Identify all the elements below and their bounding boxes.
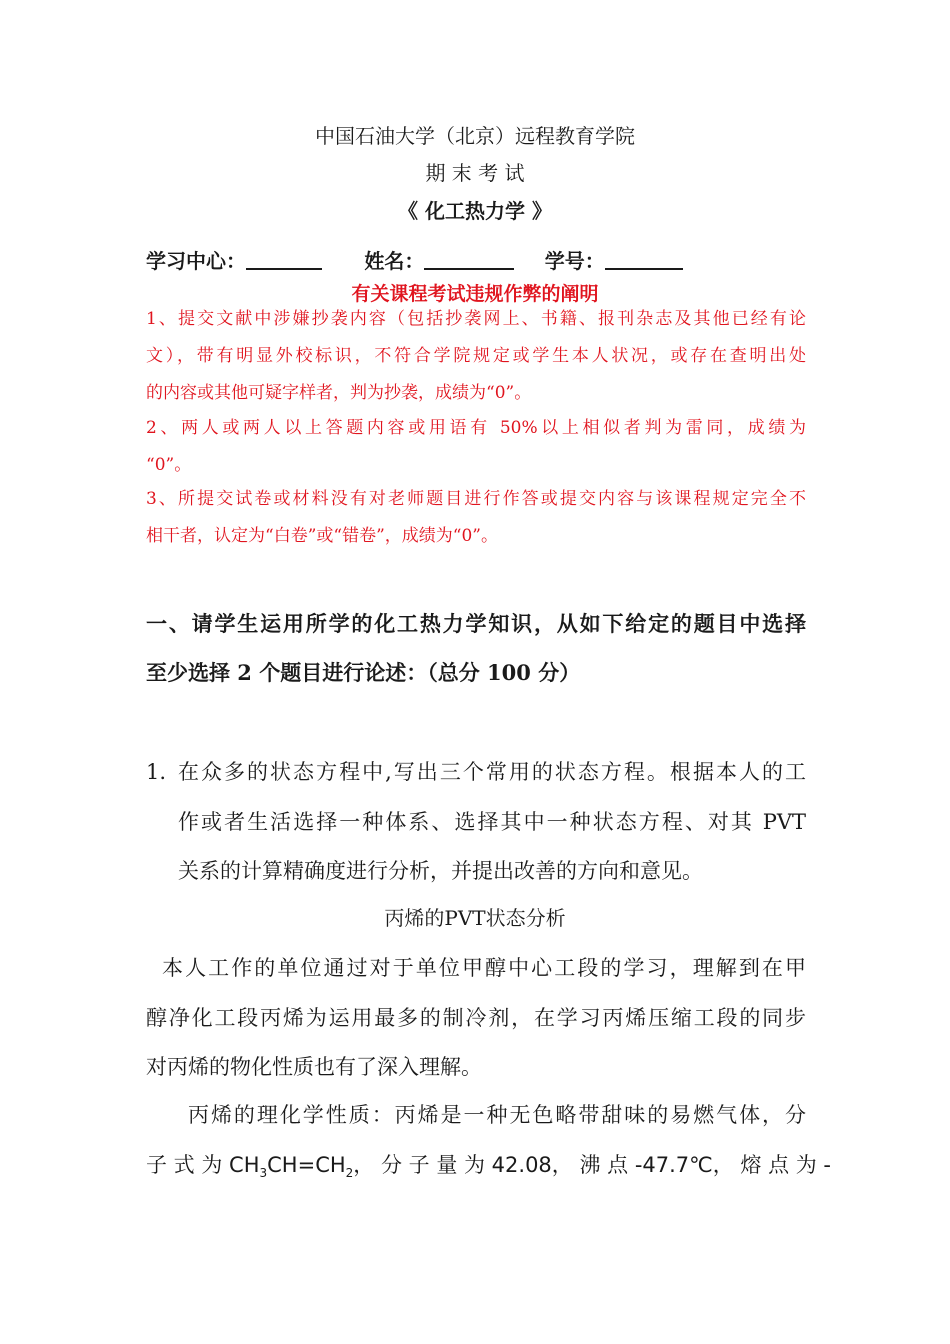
student-id-blank[interactable] xyxy=(605,250,683,270)
question-line: 关系的计算精确度进行分析，并提出改善的方向和意见。 xyxy=(178,859,703,883)
field-study-center xyxy=(146,250,322,271)
formula-prefix: 子 式 为 xyxy=(146,1153,230,1177)
course-title: 《 化工热力学 》 xyxy=(398,199,552,223)
question-line: 作或者生活选择一种体系、选择其中一种状态方程、对其 PVT xyxy=(178,810,806,834)
answer-line: 丙烯的理化学性质：丙烯是一种无色略带甜味的易燃气体，分 xyxy=(188,1103,806,1127)
school-name: 中国石油大学（北京）远程教育学院 xyxy=(315,124,635,148)
student-info-row xyxy=(146,250,683,271)
section-heading: 至少选择 2 个题目进行论述：（总分 100 分） xyxy=(146,660,581,685)
notice-line: 2、两人或两人以上答题内容或用语有 50%以上相似者判为雷同，成绩为 xyxy=(146,418,806,438)
question-line: 在众多的状态方程中,写出三个常用的状态方程。根据本人的工 xyxy=(178,760,806,784)
molecular-formula xyxy=(229,1153,354,1181)
formula-part: CH xyxy=(229,1153,260,1177)
answer-title: 丙烯的PVT状态分析 xyxy=(384,906,566,930)
field-student-id xyxy=(545,250,683,271)
exam-title: 期 末 考 试 xyxy=(425,161,525,185)
field-label: 姓名： xyxy=(364,249,425,273)
answer-line: 对丙烯的物化性质也有了深入理解。 xyxy=(146,1055,482,1079)
name-blank[interactable] xyxy=(424,250,514,270)
notice-line: 3、所提交试卷或材料没有对老师题目进行作答或提交内容与该课程规定完全不 xyxy=(146,489,806,509)
notice-line: 1、提交文献中涉嫌抄袭内容（包括抄袭网上、书籍、报刊杂志及其他已经有论 xyxy=(146,309,806,329)
answer-line: 本人工作的单位通过对于单位甲醇中心工段的学习，理解到在甲 xyxy=(162,956,806,980)
question-number: 1. xyxy=(146,760,167,784)
notice-title: 有关课程考试违规作弊的阐明 xyxy=(351,283,599,305)
formula-subscript: 3 xyxy=(259,1166,268,1181)
answer-formula-line xyxy=(146,1153,832,1181)
formula-subscript: 2 xyxy=(345,1166,354,1181)
study-center-blank[interactable] xyxy=(246,250,322,270)
formula-rest: ， 分 子 量 为 42.08， 沸 点 -47.7℃， 熔 点 为 - xyxy=(353,1153,832,1177)
notice-line: 相干者，认定为“白卷”或“错卷”，成绩为“0”。 xyxy=(146,526,498,546)
field-label: 学习中心： xyxy=(146,249,246,273)
notice-line: “0”。 xyxy=(146,455,192,475)
field-name xyxy=(364,250,514,271)
field-label: 学号： xyxy=(544,249,605,273)
section-heading: 一、请学生运用所学的化工热力学知识，从如下给定的题目中选择 xyxy=(146,611,806,636)
notice-line: 文），带有明显外校标识，不符合学院规定或学生本人状况，或存在查明出处 xyxy=(146,346,806,366)
answer-line: 醇净化工段丙烯为运用最多的制冷剂，在学习丙烯压缩工段的同步 xyxy=(146,1006,806,1030)
notice-line: 的内容或其他可疑字样者，判为抄袭，成绩为“0”。 xyxy=(146,383,532,403)
formula-part: CH=CH xyxy=(267,1153,346,1177)
